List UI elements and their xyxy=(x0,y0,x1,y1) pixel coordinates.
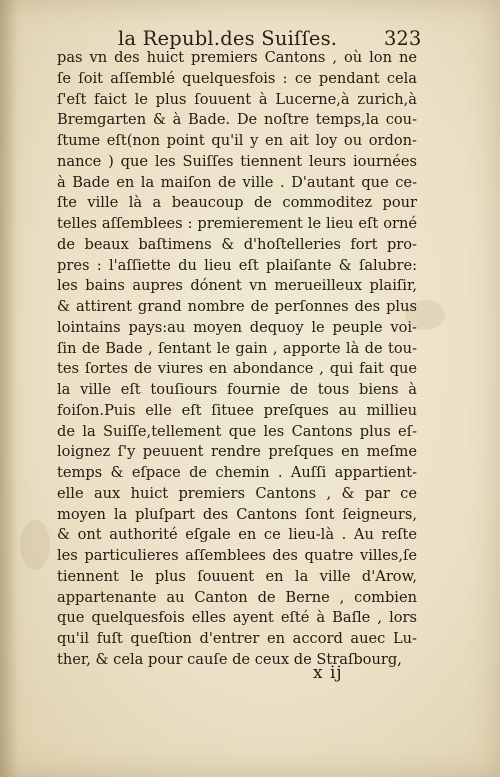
text-line: ſe ſoit aſſemblé quelquesfois : ce pendant cela xyxy=(57,69,417,87)
text-line: ſtume eſt(non point qu'il y en ait loy ou ordon- xyxy=(57,132,417,149)
text-line: qu'il fuſt queſtion d'entrer en accord auec Lu- xyxy=(57,630,417,647)
text-line: ſte ville là a beaucoup de commoditez pour xyxy=(57,194,417,212)
text-line: & attirent grand nombre de perſonnes des plus xyxy=(57,298,417,315)
text-line: tes ſortes de viures en abondance , qui fait que xyxy=(57,360,417,378)
text-line: nance ) que les Suiſſes tiennent leurs iournées xyxy=(57,152,417,170)
text-line: lointains pays:au moyen dequoy le peuple voi- xyxy=(57,318,417,336)
text-line: pres : l'aſſiette du lieu eſt plaiſante & ſalubre: xyxy=(57,256,417,274)
page-number: 323 xyxy=(384,27,422,50)
text-line: les particulieres aſſemblees des quatre villes,ſe xyxy=(57,547,417,564)
text-line: loignez ſ'y peuuent rendre preſques en meſme xyxy=(57,443,417,461)
text-line: temps & eſpace de chemin . Auſſi appartient- xyxy=(57,464,417,481)
text-line: moyen la pluſpart des Cantons ſont ſeigneurs, xyxy=(57,505,417,523)
text-line: & ont authorité eſgale en ce lieu-là . Au reſte xyxy=(57,526,417,544)
text-line: telles aſſemblees : premierement le lieu eſt orné xyxy=(57,215,417,232)
signature-mark: x ij xyxy=(313,663,343,683)
text-line: elle aux huict premiers Cantons , & par ce xyxy=(57,484,417,502)
text-line: ther, & cela pour cauſe de ceux de Straſbourg, xyxy=(57,650,402,668)
text-line: ſ'eſt faict le plus ſouuent à Lucerne,à zurich,à xyxy=(57,90,417,108)
text-line: pas vn des huict premiers Cantons , où lon ne xyxy=(57,49,417,66)
text-line: ſin de Bade , ſentant le gain , apporte là de tou- xyxy=(57,339,417,357)
paper-stain xyxy=(20,520,50,570)
text-line: tiennent le plus ſouuent en la ville d'Arow, xyxy=(57,567,417,585)
text-line: que quelquesfois elles ayent eſté à Baſle , lors xyxy=(57,609,417,627)
text-line: de la Suiſſe,tellement que les Cantons plus eſ- xyxy=(57,422,417,440)
text-line: appartenante au Canton de Berne , combien xyxy=(57,588,417,606)
text-line: la ville eſt touſiours fournie de tous biens à xyxy=(57,381,417,398)
text-line: Bremgarten & à Bade. De noſtre temps,la cou- xyxy=(57,111,417,129)
text-line: de beaux baſtimens & d'hoſtelleries fort pro- xyxy=(57,235,417,253)
body-text xyxy=(57,48,417,671)
text-line: les bains aupres dónent vn merueilleux plaiſir, xyxy=(57,277,417,295)
text-line: foiſon.Puis elle eſt ſituee preſques au millieu xyxy=(57,401,417,419)
running-title: la Republ.des Suiſſes. xyxy=(118,27,338,50)
text-line: à Bade en la maiſon de ville . D'autant que ce- xyxy=(57,173,417,191)
